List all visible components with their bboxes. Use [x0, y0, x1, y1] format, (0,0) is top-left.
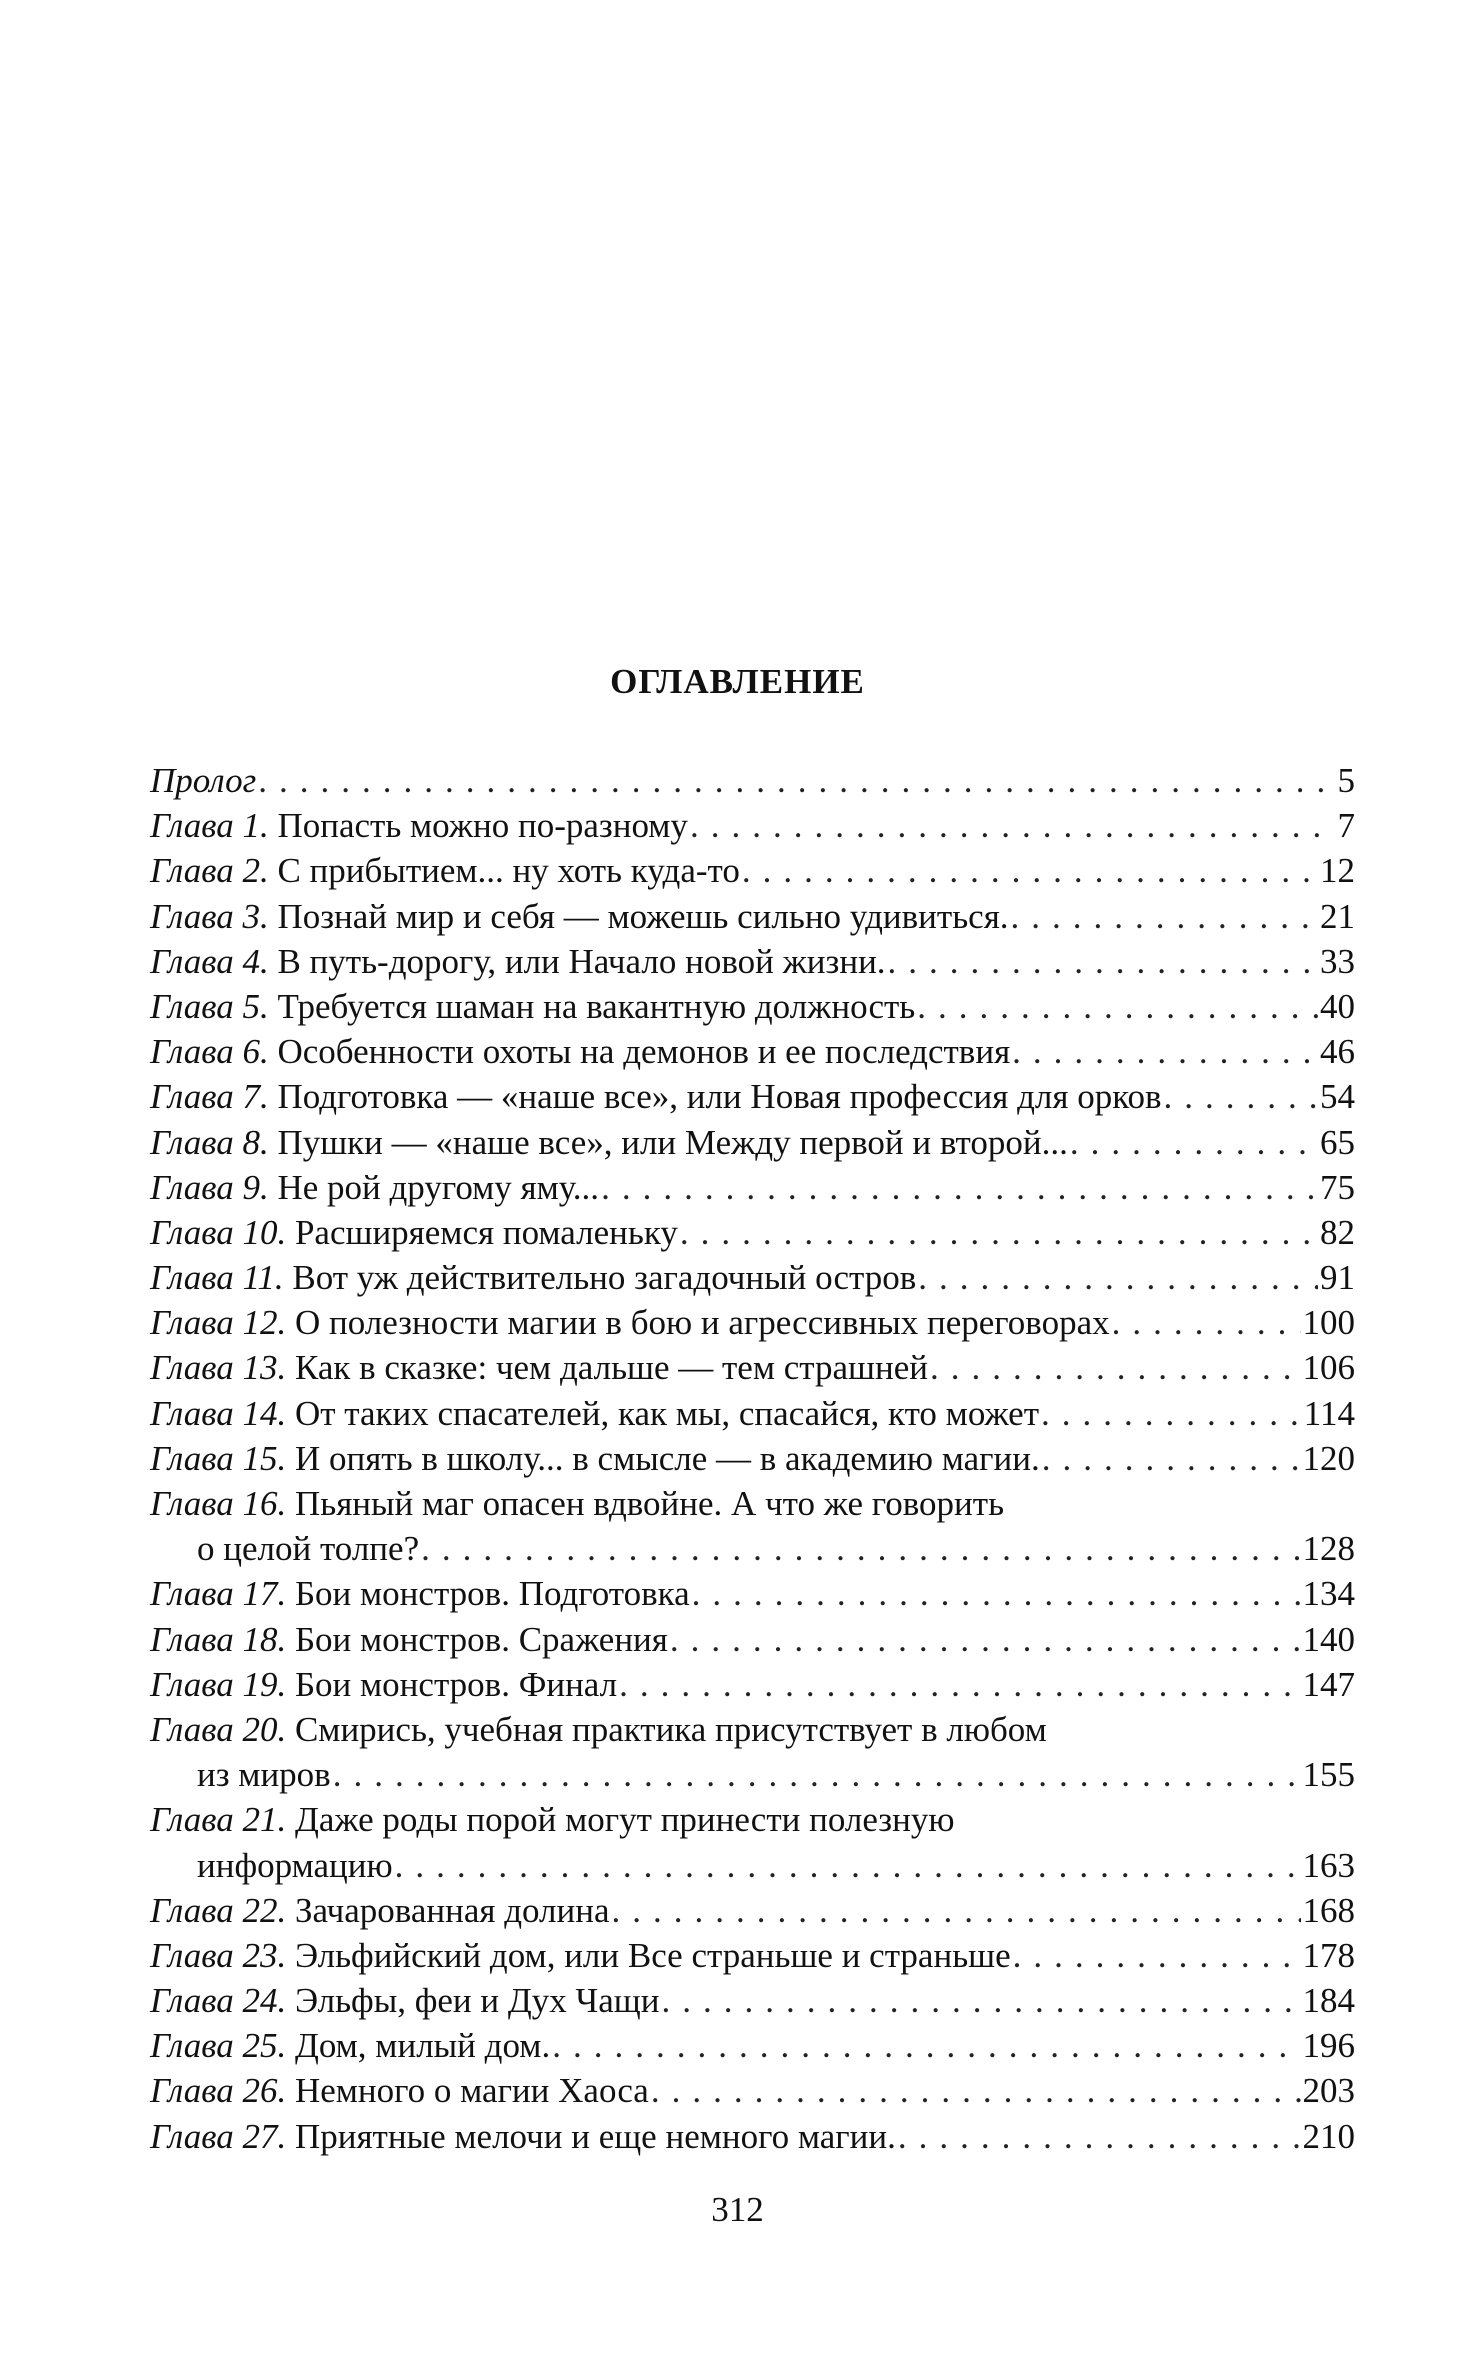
toc-entry — [150, 1345, 1355, 1390]
page-ref: 33 — [1320, 941, 1355, 981]
page-ref: 184 — [1302, 1981, 1355, 2021]
toc-entry — [150, 1797, 1355, 1842]
page-ref: 140 — [1302, 1619, 1355, 1659]
toc-entry — [150, 758, 1355, 803]
chapter-label: Глава 9. — [150, 1167, 269, 1207]
page-ref: 75 — [1320, 1167, 1355, 1207]
toc-entry — [150, 1571, 1355, 1616]
chapter-label: Глава 7. — [150, 1077, 269, 1117]
chapter-title: Познай мир и себя — можешь сильно удивиться. — [277, 896, 1009, 936]
page-ref: 82 — [1320, 1212, 1355, 1252]
page-ref: 21 — [1320, 896, 1355, 936]
toc-entry — [150, 1662, 1355, 1707]
chapter-label: Глава 22. — [150, 1890, 287, 1930]
dot-leader — [1011, 894, 1318, 939]
table-of-contents — [150, 758, 1355, 2159]
chapter-label: Глава 1. — [150, 806, 269, 846]
chapter-label: Глава 11. — [150, 1258, 284, 1298]
chapter-label: Глава 14. — [150, 1393, 287, 1433]
chapter-title: Не рой другому яму... — [277, 1167, 600, 1207]
chapter-label: Глава 13. — [150, 1348, 287, 1388]
toc-entry — [150, 939, 1355, 984]
chapter-title: Пушки — «наше все», или Между первой и второй... — [277, 1122, 1068, 1162]
dot-leader — [601, 1165, 1318, 1210]
dot-leader — [258, 758, 1329, 803]
page-ref: 120 — [1302, 1438, 1355, 1478]
dot-leader — [1041, 1391, 1302, 1436]
dot-leader — [612, 1888, 1301, 1933]
toc-entry — [150, 803, 1355, 848]
toc-entry — [150, 1391, 1355, 1436]
page-ref: 5 — [1337, 761, 1355, 800]
dot-leader — [742, 848, 1318, 893]
toc-entry — [150, 1978, 1355, 2023]
page-ref: 114 — [1303, 1393, 1355, 1433]
chapter-title-continued: информацию — [197, 1845, 393, 1885]
chapter-label: Глава 2. — [150, 851, 269, 891]
chapter-title: От таких спасателей, как мы, спасайся, кто может — [294, 1393, 1040, 1433]
toc-entry — [150, 2068, 1355, 2113]
chapter-label: Глава 10. — [150, 1212, 287, 1252]
dot-leader — [333, 1752, 1301, 1797]
chapter-label: Глава 18. — [150, 1619, 287, 1659]
chapter-label: Глава 17. — [150, 1574, 287, 1614]
chapter-label: Глава 25. — [150, 2026, 287, 2066]
dot-leader — [1112, 1300, 1301, 1345]
chapter-title: Вот уж действительно загадочный остров — [292, 1258, 917, 1298]
toc-entry — [150, 1888, 1355, 1933]
toc-entry-continuation — [150, 1843, 1355, 1888]
chapter-label: Глава 5. — [150, 986, 269, 1026]
chapter-title: Эльфийский дом, или Все страньше и страньше — [294, 1935, 1011, 1975]
toc-entry — [150, 1933, 1355, 1978]
chapter-title: Даже роды порой могут принести полезную — [294, 1800, 955, 1840]
toc-entry — [150, 1617, 1355, 1662]
page-ref: 155 — [1302, 1755, 1355, 1795]
toc-entry — [150, 1074, 1355, 1119]
dot-leader — [1070, 1120, 1318, 1165]
chapter-title: Бои монстров. Подготовка — [294, 1574, 690, 1614]
dot-leader — [1013, 1933, 1301, 1978]
chapter-label: Глава 27. — [150, 2116, 287, 2156]
chapter-label: Глава 8. — [150, 1122, 269, 1162]
page-number: 312 — [711, 2190, 764, 2229]
dot-leader — [692, 1571, 1301, 1616]
chapter-title-continued: из миров — [197, 1755, 331, 1795]
toc-entry — [150, 1120, 1355, 1165]
toc-entry — [150, 1300, 1355, 1345]
chapter-label: Глава 15. — [150, 1438, 287, 1478]
page-ref: 163 — [1302, 1845, 1355, 1885]
dot-leader — [670, 1617, 1301, 1662]
dot-leader — [619, 1662, 1300, 1707]
page-ref: 100 — [1302, 1303, 1355, 1343]
toc-entry — [150, 1029, 1355, 1074]
dot-leader — [898, 2114, 1301, 2159]
chapter-title: Расширяемся помаленьку — [294, 1212, 678, 1252]
page-title: ОГЛАВЛЕНИЕ — [610, 662, 865, 701]
dot-leader — [651, 2068, 1301, 2113]
chapter-title: Пьяный маг опасен вдвойне. А что же говорить — [294, 1484, 1005, 1523]
dot-leader — [395, 1843, 1301, 1888]
chapter-label: Глава 21. — [150, 1800, 287, 1840]
chapter-label: Глава 6. — [150, 1032, 269, 1072]
page-ref: 203 — [1302, 2071, 1355, 2111]
toc-entry — [150, 2023, 1355, 2068]
chapter-label: Глава 16. — [150, 1484, 287, 1523]
page-ref: 147 — [1302, 1664, 1355, 1704]
toc-entry — [150, 1165, 1355, 1210]
page-ref: 91 — [1320, 1258, 1355, 1298]
chapter-title: Бои монстров. Сражения — [294, 1619, 668, 1659]
chapter-label: Глава 12. — [150, 1303, 287, 1343]
page-ref: 210 — [1302, 2116, 1355, 2156]
page-ref: 65 — [1320, 1122, 1355, 1162]
dot-leader — [888, 939, 1318, 984]
page-ref: 46 — [1320, 1032, 1355, 1072]
dot-leader — [1012, 1029, 1318, 1074]
dot-leader — [690, 803, 1329, 848]
page-ref: 134 — [1302, 1574, 1355, 1614]
chapter-title: Приятные мелочи и еще немного магии. — [294, 2116, 896, 2156]
page-ref: 54 — [1320, 1077, 1355, 1117]
toc-entry — [150, 848, 1355, 893]
page-ref: 106 — [1302, 1348, 1355, 1388]
toc-entry — [150, 2114, 1355, 2159]
chapter-label: Глава 20. — [150, 1709, 287, 1749]
chapter-label: Глава 4. — [150, 941, 269, 981]
page-ref: 128 — [1302, 1529, 1355, 1569]
chapter-title: Немного о магии Хаоса — [294, 2071, 649, 2111]
toc-entry — [150, 894, 1355, 939]
chapter-label: Глава 24. — [150, 1981, 287, 2021]
toc-entry — [150, 984, 1355, 1029]
chapter-title: Дом, милый дом. — [294, 2026, 551, 2066]
toc-entry — [150, 1707, 1355, 1752]
chapter-title-continued: о целой толпе? — [197, 1529, 420, 1569]
chapter-title: Попасть можно по-разному — [277, 806, 688, 846]
page-ref: 196 — [1302, 2026, 1355, 2066]
chapter-label: Глава 19. — [150, 1664, 287, 1704]
dot-leader — [930, 1345, 1301, 1390]
chapter-title: В путь-дорогу, или Начало новой жизни. — [277, 941, 886, 981]
dot-leader — [917, 984, 1318, 1029]
chapter-title: Смирись, учебная практика присутствует в любом — [294, 1709, 1047, 1749]
chapter-title: Как в сказке: чем дальше — тем страшней — [294, 1348, 928, 1388]
page-ref: 168 — [1302, 1890, 1355, 1930]
dot-leader — [1042, 1436, 1301, 1481]
chapter-title: И опять в школу... в смысле — в академию магии. — [294, 1438, 1040, 1478]
toc-entry — [150, 1255, 1355, 1300]
chapter-label: Глава 23. — [150, 1935, 287, 1975]
chapter-label: Пролог — [150, 761, 257, 800]
chapter-title: Бои монстров. Финал — [294, 1664, 618, 1704]
page-ref: 12 — [1320, 851, 1355, 891]
chapter-title: Эльфы, феи и Дух Чащи — [294, 1981, 660, 2021]
toc-entry — [150, 1436, 1355, 1481]
chapter-title: Зачарованная долина — [294, 1890, 610, 1930]
page-ref: 40 — [1320, 986, 1355, 1026]
page-ref: 7 — [1337, 806, 1355, 846]
chapter-title: С прибытием... ну хоть куда-то — [277, 851, 740, 891]
dot-leader — [680, 1210, 1318, 1255]
toc-entry-continuation — [150, 1752, 1355, 1797]
toc-entry — [150, 1210, 1355, 1255]
page-ref: 178 — [1302, 1935, 1355, 1975]
chapter-title: Особенности охоты на демонов и ее последствия — [277, 1032, 1011, 1072]
dot-leader — [661, 1978, 1300, 2023]
toc-entry — [150, 1481, 1355, 1526]
toc-entry-continuation — [150, 1526, 1355, 1571]
dot-leader — [1163, 1074, 1318, 1119]
chapter-title: Требуется шаман на вакантную должность — [277, 986, 916, 1026]
dot-leader — [421, 1526, 1300, 1571]
dot-leader — [918, 1255, 1318, 1300]
dot-leader — [552, 2023, 1300, 2068]
chapter-title: Подготовка — «наше все», или Новая профессия для орков — [277, 1077, 1162, 1117]
chapter-title: О полезности магии в бою и агрессивных переговорах — [294, 1303, 1110, 1343]
chapter-label: Глава 26. — [150, 2071, 287, 2111]
chapter-label: Глава 3. — [150, 896, 269, 936]
